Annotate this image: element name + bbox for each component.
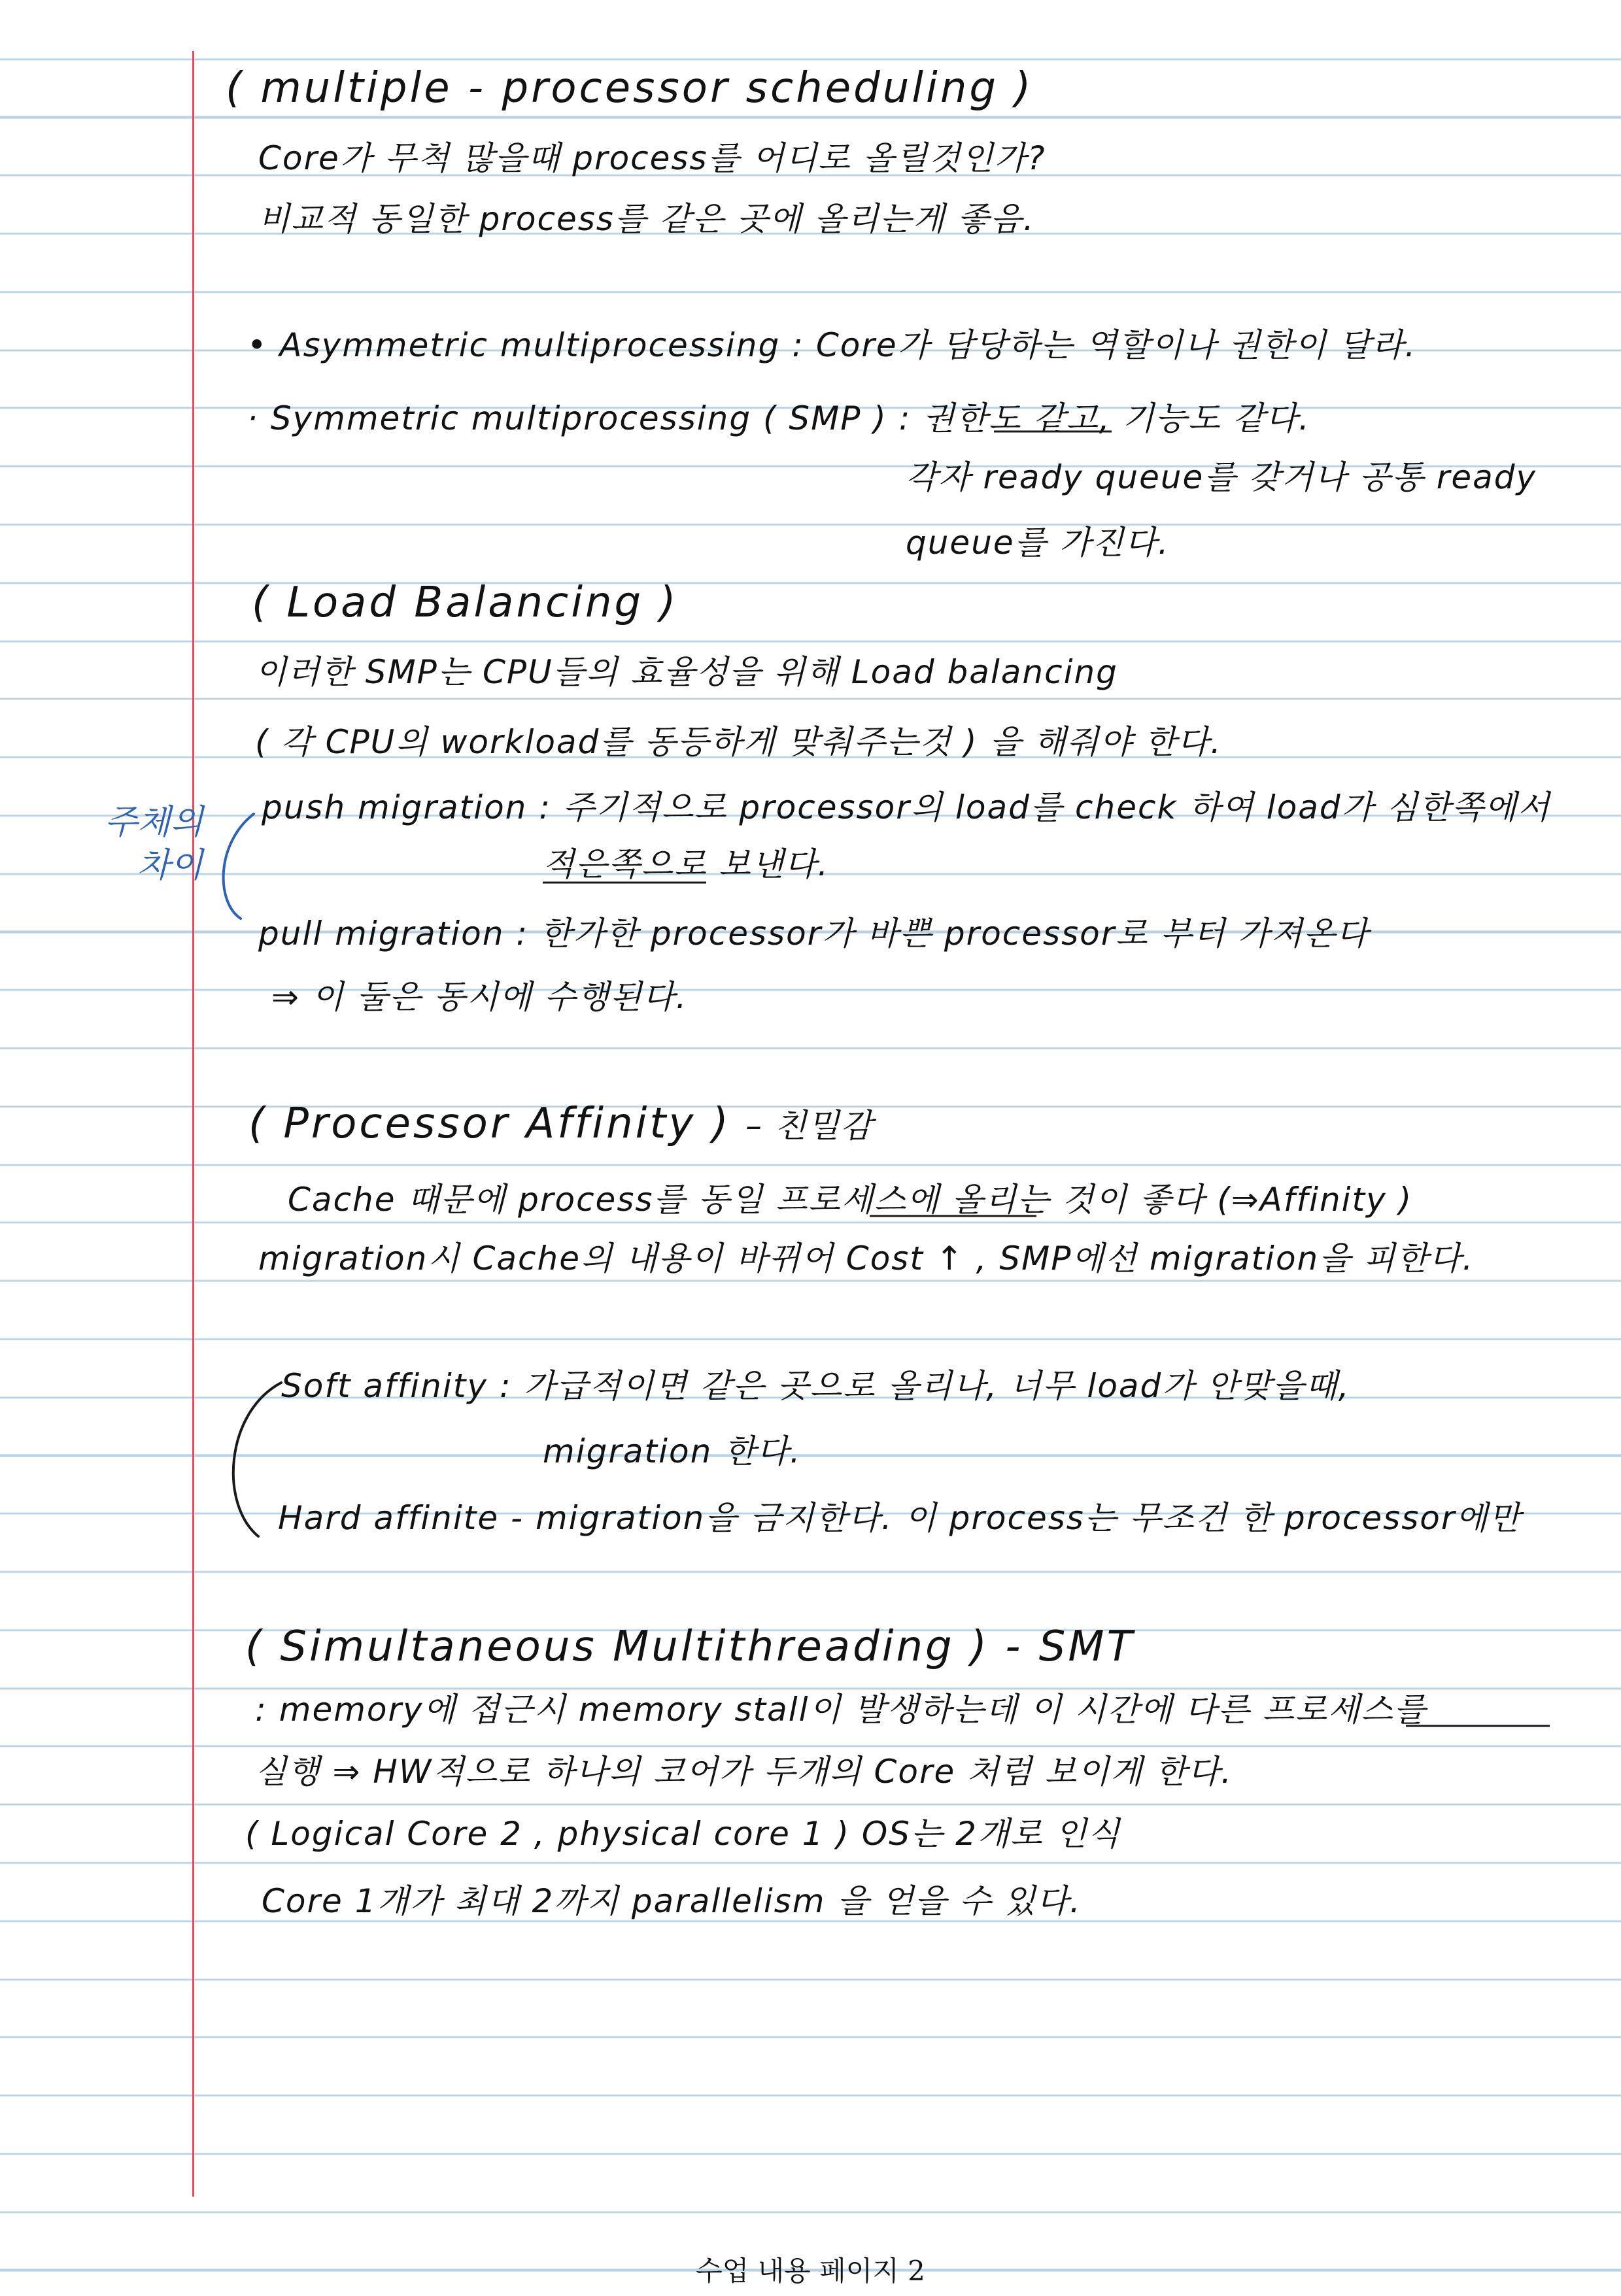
note-line: Core가 무척 많을때 process를 어디로 올릴것인가? (258, 139, 1046, 177)
note-line: queue를 가진다. (906, 524, 1170, 562)
side-note-bracket (224, 814, 254, 919)
note-line: Core 1개가 최대 2까지 parallelism 을 얻을 수 있다. (262, 1882, 1082, 1920)
heading-simultaneous-multithreading: ( Simultaneous Multithreading ) - SMT (245, 1623, 1135, 1671)
note-line: migration 한다. (543, 1432, 802, 1470)
side-note-line: 주체의 (105, 803, 203, 842)
affinity-bracket (233, 1383, 281, 1536)
heading-load-balancing: ( Load Balancing ) (252, 579, 679, 627)
note-line: pull migration : 한가한 processor가 바쁜 processor로 부터 가져온다 (258, 915, 1370, 953)
note-line: ⇒ 이 둘은 동시에 수행된다. (271, 978, 688, 1016)
side-note-line: 차이 (137, 846, 203, 885)
note-line: 실행 ⇒ HW적으로 하나의 코어가 두개의 Core 처럼 보이게 한다. (255, 1753, 1233, 1791)
note-line: Hard affinite - migration을 금지한다. 이 process는 무조건 한 processor에만 (278, 1499, 1522, 1537)
note-line: Soft affinity : 가급적이면 같은 곳으로 올리나, 너무 load가 안맞을때, (281, 1367, 1350, 1405)
note-line: : memory에 접근시 memory stall이 발생하는데 이 시간에 다른 프로세스를 (255, 1691, 1427, 1729)
note-line: · Symmetric multiprocessing ( SMP ) : 권한도 같고, 기능도 같다. (247, 399, 1310, 437)
note-line: ( Logical Core 2 , physical core 1 ) OS는 2개로 인식 (245, 1815, 1121, 1853)
note-line: ( 각 CPU의 workload를 동등하게 맞춰주는것 ) 을 해줘야 한다. (255, 723, 1222, 761)
note-line: migration시 Cache의 내용이 바뀌어 Cost ↑ , SMP에선 migration을 피한다. (258, 1240, 1475, 1277)
note-line: 이러한 SMP는 CPU들의 효율성을 위해 Load balancing (255, 653, 1118, 691)
heading-multiprocessor-scheduling: ( multiple - processor scheduling ) (226, 64, 1034, 112)
note-line: 적은쪽으로 보낸다. (543, 845, 830, 883)
page-footer: 수업 내용 페이지 2 (696, 2255, 925, 2287)
note-line: Cache 때문에 process를 동일 프로세스에 올리는 것이 좋다 (⇒Affinity ) (288, 1181, 1413, 1219)
note-line: 비교적 동일한 process를 같은 곳에 올리는게 좋음. (258, 200, 1035, 238)
heading-processor-affinity: ( Processor Affinity ) (248, 1100, 731, 1148)
note-line: push migration : 주기적으로 processor의 load를 check 하여 load가 심한쪽에서 (262, 788, 1551, 826)
note-line: • Asymmetric multiprocessing : Core가 담당하는 역할이나 권한이 달라. (247, 326, 1417, 364)
heading-suffix: – 친밀감 (745, 1107, 874, 1145)
note-line: 각자 ready queue를 갖거나 공통 ready (906, 458, 1537, 496)
